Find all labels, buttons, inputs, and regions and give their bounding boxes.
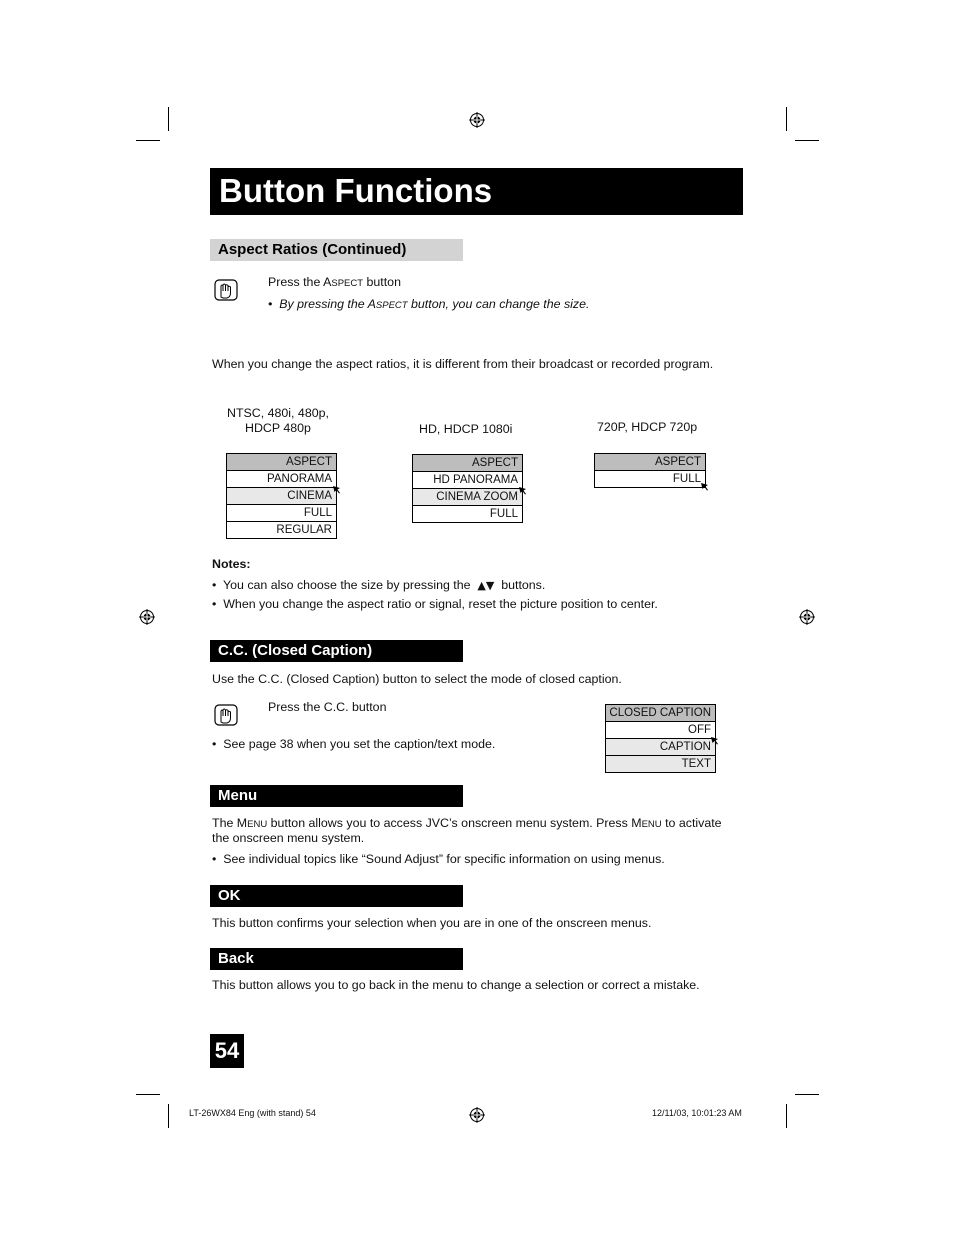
crop-mark bbox=[136, 1094, 160, 1095]
aspect-section-heading bbox=[210, 239, 463, 261]
aspect-menu-ntsc bbox=[226, 453, 337, 539]
cursor-arrow-icon bbox=[710, 736, 719, 745]
cursor-arrow-icon bbox=[518, 486, 527, 495]
back-heading-text: Back bbox=[218, 950, 254, 967]
menu-section-heading bbox=[210, 785, 463, 807]
page-title: Button Functions bbox=[219, 172, 493, 209]
registration-mark-icon bbox=[139, 609, 155, 625]
crop-mark bbox=[795, 140, 819, 141]
crop-mark bbox=[786, 107, 787, 131]
menu-heading-text: Menu bbox=[218, 787, 258, 804]
menu-row: FULL bbox=[489, 508, 518, 520]
menu-row: OFF bbox=[606, 722, 715, 739]
ntsc-label-line2: HDCP 480p bbox=[245, 421, 311, 435]
registration-mark-icon bbox=[469, 112, 485, 128]
notes-item-1: • You can also choose the size by pressing the ▲▼ buttons. bbox=[212, 578, 546, 592]
footer-right: 12/11/03, 10:01:23 AM bbox=[652, 1108, 742, 1118]
notes-heading: Notes: bbox=[212, 557, 251, 571]
crop-mark bbox=[136, 140, 160, 141]
menu-row: PANORAMA bbox=[227, 471, 336, 488]
menu-row: ASPECT bbox=[413, 455, 522, 472]
menu-row: CLOSED CAPTION bbox=[606, 705, 715, 722]
menu-row: REGULAR bbox=[276, 524, 332, 536]
registration-mark-icon bbox=[469, 1107, 485, 1123]
page-title-bar bbox=[210, 168, 743, 215]
menu-row: CINEMA bbox=[227, 488, 336, 505]
back-section-heading bbox=[210, 948, 463, 970]
menu-description-line1: The MENU button allows you to access JVC’s onscreen menu system. Press MENU to activate bbox=[212, 816, 722, 830]
cc-heading-text: C.C. (Closed Caption) bbox=[218, 642, 373, 659]
footer-left: LT-26WX84 Eng (with stand) 54 bbox=[189, 1108, 316, 1118]
ok-section-heading bbox=[210, 885, 463, 907]
hand-press-icon bbox=[213, 702, 239, 728]
menu-description-line2: the onscreen menu system. bbox=[212, 831, 365, 845]
back-description: This button allows you to go back in the menu to change a selection or correct a mistake. bbox=[212, 978, 700, 992]
cursor-arrow-icon bbox=[700, 482, 709, 491]
aspect-press-instruction: Press the ASPECT button bbox=[268, 275, 401, 289]
crop-mark bbox=[168, 1104, 169, 1128]
menu-row: FULL bbox=[672, 473, 701, 485]
menu-row: HD PANORAMA bbox=[413, 472, 522, 489]
crop-mark bbox=[786, 1104, 787, 1128]
page-number: 54 bbox=[210, 1034, 244, 1068]
aspect-note: When you change the aspect ratios, it is different from their broadcast or recorded program. bbox=[212, 357, 714, 371]
aspect-bullet: • By pressing the ASPECT button, you can change the size. bbox=[268, 297, 590, 311]
menu-row: FULL bbox=[227, 505, 336, 522]
ntsc-label-line1: NTSC, 480i, 480p, bbox=[227, 406, 329, 420]
notes-item-2: • When you change the aspect ratio or signal, reset the picture position to center. bbox=[212, 597, 658, 611]
aspect-menu-720p bbox=[594, 453, 706, 488]
crop-mark bbox=[168, 107, 169, 131]
cursor-arrow-icon bbox=[332, 485, 341, 494]
cc-bullet: • See page 38 when you set the caption/text mode. bbox=[212, 737, 496, 751]
ok-description: This button confirms your selection when you are in one of the onscreen menus. bbox=[212, 916, 652, 930]
aspect-menu-hd bbox=[412, 454, 523, 523]
menu-row: ASPECT bbox=[227, 454, 336, 471]
menu-row: TEXT bbox=[606, 756, 715, 772]
menu-row: ASPECT bbox=[595, 454, 705, 471]
cc-menu bbox=[605, 704, 716, 773]
aspect-heading-text: Aspect Ratios (Continued) bbox=[218, 241, 407, 258]
menu-row: CINEMA ZOOM bbox=[413, 489, 522, 506]
menu-bullet: • See individual topics like “Sound Adjust” for specific information on using menus. bbox=[212, 852, 665, 866]
cc-press-instruction: Press the C.C. button bbox=[268, 700, 387, 714]
menu-row: CAPTION bbox=[606, 739, 715, 756]
cc-section-heading bbox=[210, 640, 463, 662]
registration-mark-icon bbox=[799, 609, 815, 625]
hd-label: HD, HDCP 1080i bbox=[419, 422, 513, 436]
cc-description: Use the C.C. (Closed Caption) button to select the mode of closed caption. bbox=[212, 672, 622, 686]
ok-heading-text: OK bbox=[218, 887, 241, 904]
hand-press-icon bbox=[213, 277, 239, 303]
crop-mark bbox=[795, 1094, 819, 1095]
720p-label: 720P, HDCP 720p bbox=[597, 420, 698, 434]
